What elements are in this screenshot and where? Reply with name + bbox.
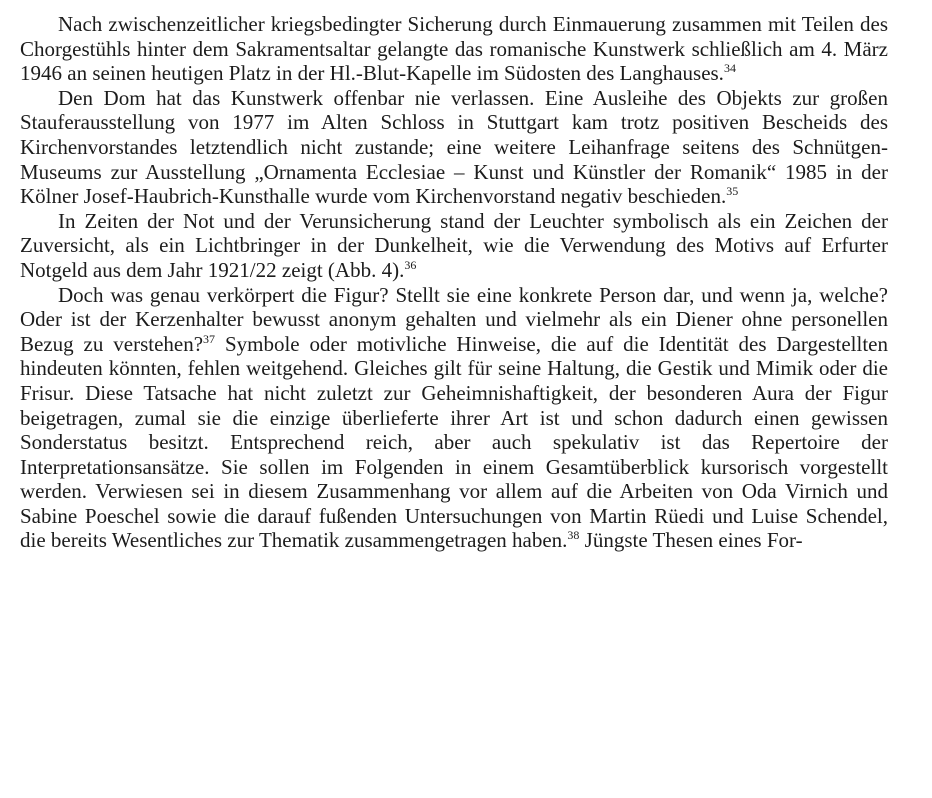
paragraph-text: Jüngste Thesen eines For-: [579, 528, 803, 553]
paragraph: [20, 12, 888, 86]
footnote-ref: 35: [726, 184, 739, 199]
paragraph: [20, 86, 888, 209]
footnote-ref: 38: [567, 528, 580, 543]
paragraph: [20, 283, 888, 554]
footnote-ref: 34: [723, 61, 736, 76]
paragraph: [20, 209, 888, 283]
footnote-ref: 37: [203, 331, 216, 346]
paragraph-text: Doch was genau verkörpert die Figur? Stellt sie eine konkrete Person dar, und wenn ja, welche? Oder ist der Kerzenhalter bewusst anonym gehalten und vielmehr als ein Diener ohne personellen Bezug zu verstehen?: [20, 282, 888, 356]
paragraph-text: Den Dom hat das Kunstwerk offenbar nie verlassen. Eine Ausleihe des Objekts zur großen Stauferausstellung von 1977 im Alten Schloss in Stuttgart kam trotz positiven Bescheids des Kirchenvorstandes letztendlich nicht zustande; eine weitere Leihanfrage seitens des Schnütgen-Museums zur Ausstellung „Ornamenta Ecclesiae – Kunst und Künstler der Romanik“ 1985 in der Kölner Josef-Haubrich-Kunsthalle wurde vom Kirchenvorstand negativ beschieden.: [20, 85, 888, 209]
paragraph-text: In Zeiten der Not und der Verunsicherung stand der Leuchter symbolisch als ein Zeichen der Zuversicht, als ein Lichtbringer in der Dunkelheit, wie die Verwendung des Motivs auf Erfurter Notgeld aus dem Jahr 1921/22 zeigt (Abb. 4).: [20, 208, 888, 282]
paragraph-text: Symbole oder motivliche Hinweise, die auf die Identität des Dargestellten hindeuten könnten, fehlen weitgehend. Gleiches gilt für seine Haltung, die Gestik und Mimik oder die Frisur. Diese Tatsache hat nicht zuletzt zur Geheimnishaftigkeit, der besonderen Aura der Figur beigetragen, zumal sie die einzige überlieferte ihrer Art ist und schon dadurch einen gewissen Sonderstatus besitzt. Entsprechend reich, aber auch spekulativ ist das Repertoire der Interpretationsansätze. Sie sollen im Folgenden in einem Gesamtüberblick kursorisch vorgestellt werden. Verwiesen sei in diesem Zusammenhang vor allem auf die Arbeiten von Oda Virnich und Sabine Poeschel sowie die darauf fußenden Untersuchungen von Martin Rüedi und Luise Schendel, die bereits Wesentliches zur Thematik zusammengetragen haben.: [20, 331, 888, 553]
paragraph-text: Nach zwischenzeitlicher kriegsbedingter Sicherung durch Einmauerung zusammen mit Teilen des Chorgestühls hinter dem Sakramentsaltar gelangte das romanische Kunstwerk schließlich am 4. März 1946 an seinen heutigen Platz in der Hl.-Blut-Kapelle im Südosten des Langhauses.: [20, 12, 888, 86]
footnote-ref: 36: [404, 257, 417, 272]
